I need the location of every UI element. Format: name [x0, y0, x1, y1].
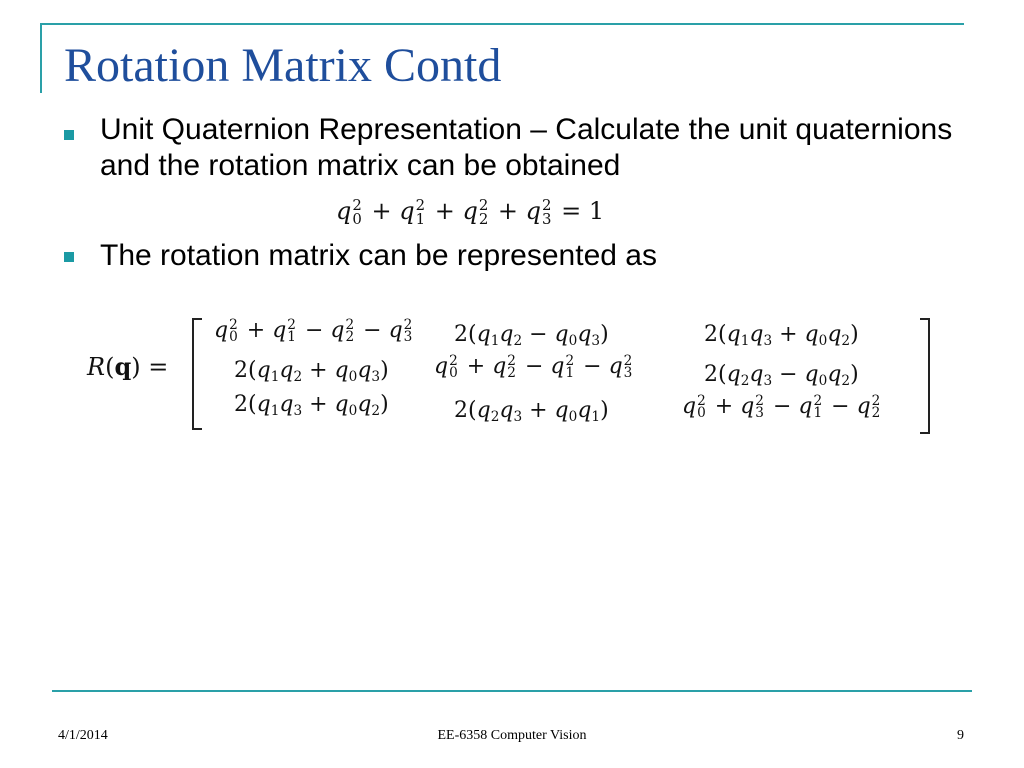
matrix-cell-r2c3: $2(q_2q_3 - q_0q_2)$ — [704, 362, 859, 390]
footer-divider-line — [52, 690, 972, 692]
bullet-marker-1 — [64, 130, 74, 140]
left-border-line — [40, 23, 42, 93]
matrix-right-bracket — [920, 318, 930, 434]
matrix-cell-r3c3: q 2 0 + q 2 3 − q 2 1 − q 2 2 — [682, 392, 881, 421]
matrix-cell-r2c1: $2(q_1q_2 + q_0q_3)$ — [234, 358, 389, 386]
matrix-cell-r1c3: $2(q_1q_3 + q_0q_2)$ — [704, 322, 859, 350]
unit-quaternion-equation: q 2 0 + q 2 1 + q 2 2 + q 2 3 = 1 — [336, 196, 605, 228]
bullet-text-2: The rotation matrix can be represented as — [100, 239, 657, 272]
footer-date: 4/1/2014 — [58, 728, 108, 743]
footer-page-number: 9 — [957, 728, 964, 743]
rotation-matrix-lhs: R(q) = — [87, 352, 169, 381]
bullet-marker-2 — [64, 252, 74, 262]
bullet-text-1: Unit Quaternion Representation – Calculate the unit quaternions and the rotation matrix can be obtained — [100, 113, 953, 182]
matrix-cell-r3c1: $2(q_1q_3 + q_0q_2)$ — [234, 392, 389, 420]
matrix-cell-r3c2: $2(q_2q_3 + q_0q_1)$ — [454, 398, 609, 426]
matrix-left-bracket — [192, 318, 202, 430]
matrix-cell-r1c2: $2(q_1q_2 - q_0q_3)$ — [454, 322, 609, 350]
footer-course: EE-6358 Computer Vision — [437, 728, 587, 743]
slide-title: Rotation Matrix Contd — [64, 39, 502, 92]
matrix-cell-r2c2: q 2 0 + q 2 2 − q 2 1 − q 2 3 — [434, 352, 633, 381]
top-border-line — [40, 23, 964, 25]
matrix-cell-r1c1: q 2 0 + q 2 1 − q 2 2 − q 2 3 — [214, 316, 413, 345]
